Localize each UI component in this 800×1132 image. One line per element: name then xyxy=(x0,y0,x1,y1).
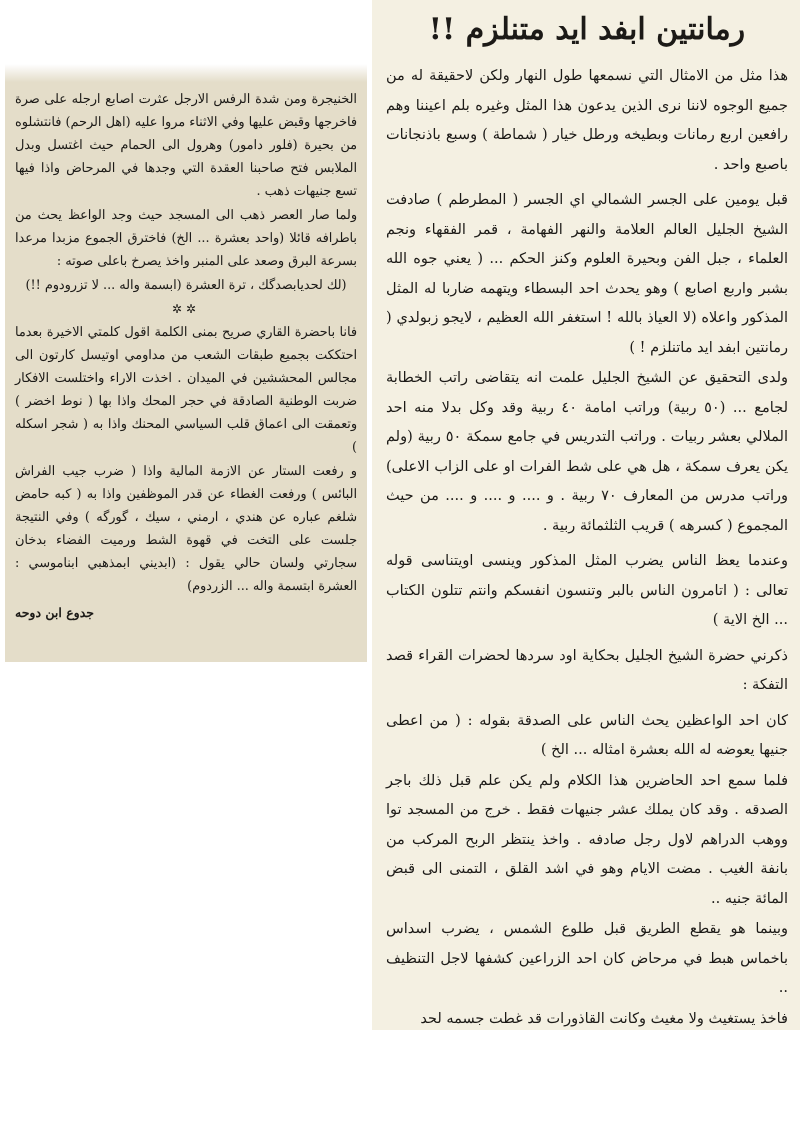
right-paragraph-2: قبل يومين على الجسر الشمالي اي الجسر ( المطرطم ) صادفت الشيخ الجليل العالم العلامة والنهر الفهامة ، قمر الفقهاء ونجم العلماء ، جبل الفن وبحيرة العلوم وكنز الحكم ... ( يعني جوه الله بشبر واربع اصابع ) وهو يحدث احد البسطاء ويتهمه ضاربا له المثل المذكور واعلاه (لا العياذ بالله ! استغفر الله العظيم ، لايجو زبولدي ( رمانتين ابفد ايد ماتنلزم ! ) xyxy=(386,192,788,356)
section-separator: ✲✲ xyxy=(171,302,201,316)
left-paragraph-3: (لك لحديابصدگك ، ترة العشرة (ابسمة واله ... لا تزرودوم !!) xyxy=(25,278,347,293)
left-paragraph-4: فانا باحضرة القاري صريح بمنى الكلمة اقول كلمتي الاخيرة بعدما احتككت بجميع طبقات الشعب من مداومي اوتيسل كارتون الى مجالس المحششين في الميدان . اخذت الاراء واختلست الافكار ضربت الوطنية الصادقة في حجر المحك واذا بها ( نوط اخضر ) وتعمقت الى اعماق قلب السياسي المحنك واذا به ( شجر اسكله ) xyxy=(15,325,357,455)
article-title: رمانتين ابفد ايد متنلزم !! xyxy=(428,12,746,47)
torn-edge xyxy=(5,52,367,82)
left-paragraph-5: و رفعت الستار عن الازمة المالية واذا ( ضرب جيب الفراش البائس ) ورفعت الغطاء عن قدر الموظفين واذا به ( كبه حامض شلغم عباره عن هندي ، ارمني ، سيك ، گورگه ) وفي النتيجة جلست على التخت في قهوة الشط ورميت الفضاء بدخان سجارتي ولسان حالي يقول : (ابديني ابمذهبي ابناموسي : العشرة ابتسمة واله ... الزردوم) xyxy=(15,464,357,594)
author-signature: جدوع ابن دوحه xyxy=(15,605,94,620)
left-paragraph-2: ولما صار العصر ذهب الى المسجد حيث وجد الواعظ يحث من باطرافه قائلا (واحد بعشرة ... الخ) فاخترق الجموع مزبدا مرعدا بسرعة البرق وصعد على المنبر واخذ يصرخ باعلى صوته : xyxy=(15,208,357,269)
right-paragraph-4: وعندما يعظ الناس يضرب المثل المذكور وينسى اويتناسى قوله تعالى : ( اتامرون الناس بالبر وتنسون انفسكم وانتم تتلون الكتاب ... الخ الاية ) xyxy=(386,553,788,628)
right-paragraph-6: كان احد الواعظين يحث الناس على الصدقة بقوله : ( من اعطى جنيها يعوضه له الله بعشرة امثاله ... الخ ) xyxy=(386,712,788,758)
right-paragraph-1: هذا مثل من الامثال التي نسمعها طول النهار ولكن لاحقيقة له من جميع الوجوه لاننا نرى الذين يدعون هذا المثل وغيره بلم اعيننا وهم رافعين اربع رمانات وبطيخه ورطل خيار ( شماطة ) وسبع باذنجانات باصبع واحد . xyxy=(386,68,788,173)
right-paragraph-5: ذكرني حضرة الشيخ الجليل بحكاية اود سردها لحضرات القراء قصد التفكة : xyxy=(386,647,788,693)
right-paragraph-8: وبينما هو يقطع الطريق قبل طلوع الشمس ، يضرب اسداس باخماس هبط في مرحاض كان احد الزراعين كشفها لاجل التنظيف .. xyxy=(386,921,788,996)
right-paragraph-3: ولدى التحقيق عن الشيخ الجليل علمت انه يتقاضى راتب الخطابة لجامع ... (٥٠ ربية) وراتب امامة ٤٠ ربية وقد وكل بدلا منه احد الملالي بعشر ربيات . وراتب التدريس في جامع سمكة ٥٠ ربية (ولم يكن يعرف سمكة ، هل هي على شط الفرات او على الزاب الاعلى) وراتب مدرس من المعارف ٧٠ ربية . و .... و .... و .... من حيث المجموع ( كسرهه ) قريب الثلثمائة ربية . xyxy=(386,370,788,534)
left-paragraph-1: الخنيجرة ومن شدة الرفس الارجل عثرت اصابع ارجله على صرة فاخرجها وقبض عليها وفي الاثناء مروا عليه (اهل الرحم) فانتشلوه من بحيرة (فلور دامور) وهرول الى الحمام حيث اغتسل وبدل الملابس فتح صاحبنا العقدة التي وجدها في المرحاض واذا فيها تسع جنيهات ذهب . xyxy=(15,92,357,199)
right-newspaper-clipping xyxy=(372,0,800,1030)
left-newspaper-clipping xyxy=(5,52,367,662)
right-paragraph-7: فلما سمع احد الحاضرين هذا الكلام ولم يكن علم قبل ذلك باجر الصدقه . وقد كان يملك عشر جنيهات فقط . خرج من المسجد توا ووهب الدراهم لاول رجل صادفه . واخذ ينتظر الربح المركب من بانفة الغيب . مضت الايام وهو في اشد القلق ، التمنى الى قبض المائة جنيه .. xyxy=(386,772,788,907)
right-paragraph-9: فاخذ يستغيث ولا مغيث وكانت القاذورات قد غطت جسمه لحد xyxy=(420,1010,788,1027)
